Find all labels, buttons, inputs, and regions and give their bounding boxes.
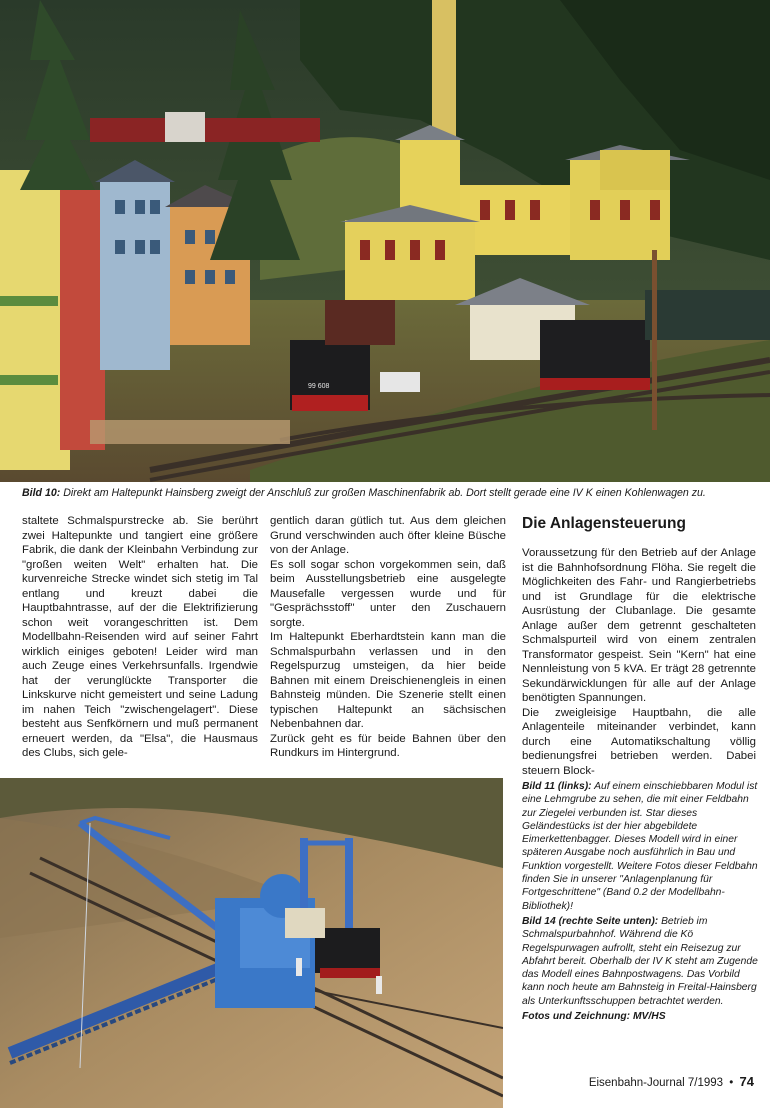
article-paragraph: Im Haltepunkt Eberhardtstein kann man die Schmalspurbahn verlassen und in den Regelspurzug umsteigen, da hier beide Bahnen mit einem Dreischienengleis in einen Bahnsteig münden. Die Szenerie stellt einen typischen Haltepunkt an sächsischen Nebenbahnen dar. xyxy=(270,631,506,730)
article-column-3 xyxy=(522,546,756,778)
article-paragraph: Zurück geht es für beide Bahnen über den Rundkurs im Hintergrund. xyxy=(270,732,506,759)
footer-separator: • xyxy=(729,1077,734,1089)
photo-credits xyxy=(522,1010,758,1023)
caption-bild-14-text: Betrieb im Schmalspurbahnhof. Während die Kö Regelspurwagen aufrollt, steht ein Reisezug zur Abfahrt bereit. Oberhalb der IV K steht am Zugende das Modell eines Bahnpostwagens. Das Vorbild kann noch heute am Bahnsteig in Freital-Hainsberg als Unterkunftsschuppen betrachtet werden. xyxy=(522,915,758,1007)
article-paragraph: Es soll sogar schon vorgekommen sein, daß beim Ausstellungsbetrieb eine ausgelegte Mausefalle vergessen wurde und für "Gesprächsstoff" unter den Zuschauern sorgte. xyxy=(270,558,506,629)
caption-bild-10 xyxy=(22,486,757,500)
photo-hainsberg-layout xyxy=(0,0,770,482)
caption-bild-14-label: Bild 14 (rechte Seite unten): xyxy=(522,915,659,927)
page-number: 74 xyxy=(739,1074,754,1089)
publication-name: Eisenbahn-Journal 7/1993 xyxy=(588,1077,724,1089)
page-footer xyxy=(589,1074,754,1089)
photo-credits-text: Fotos und Zeichnung: MV/HS xyxy=(522,1011,666,1023)
article-paragraph: Voraussetzung für den Betrieb auf der Anlage ist die Bahnhofsordnung Flöha. Sie regelt die Möglichkeiten des Fahr- und Rangierbetriebs und ist Grundlage für die elektrische Ausrüstung der Clubanlage. Die gesamte Anlage außer dem getrennt geschalteten Schmalspurteil wird von einem zentralen Transformator gespeist. Sein "Kern" hat eine Nennleistung von 5 kVA. Er trägt 28 getrennte Sekundärwicklungen für alle auf der Anlage benötigten Spannungen. xyxy=(522,547,756,704)
section-heading: Die Anlagensteuerung xyxy=(522,515,686,532)
article-paragraph: gentlich daran gütlich tut. Aus dem gleichen Grund verschwinden auch öfter kleine Büsche von der Anlage. xyxy=(270,515,506,556)
caption-bild-10-label: Bild 10: xyxy=(22,487,61,499)
photo-excavator-clay-pit xyxy=(0,778,503,1108)
article-column-1 xyxy=(22,514,258,761)
caption-bild-11-label: Bild 11 (links): xyxy=(522,781,592,792)
caption-bild-10-text: Direkt am Haltepunkt Hainsberg zweigt der Anschluß zur großen Maschinenfabrik ab. Dort stellt gerade eine IV K einen Kohlenwagen zu. xyxy=(63,487,706,499)
loco-number-plate: 99 608 xyxy=(308,383,330,390)
article-paragraph: staltete Schmalspurstrecke ab. Sie berührt zwei Haltepunkte und tangiert eine größere Fabrik, die dank der Kleinbahn Verbindung zur "großen weiten Welt" erhalten hat. Die kurvenreiche Strecke windet sich stetig im Tal entlang und kreuzt dabei die Hauptbahntrasse, auf der die Elektrifizierung schon weit vorangeschritten ist. Dem Modellbahn-Reisenden wird auf seiner Fahrt wirklich einiges geboten! Leider wird man auch Zeuge eines Verkehrsunfalls. Irgendwie hat der verunglückte Transporter die Linkskurve nicht gemeistert und seine Ladung im nahen Teich "zwischengelagert". Diese besteht aus Senfkörnern und muß permanent erneuert werden, da "Elsa", die Hausmaus des Clubs, sich gele- xyxy=(22,515,258,759)
article-column-2 xyxy=(270,514,506,761)
caption-bild-11-text: Auf einem einschiebbaren Modul ist eine Lehmgrube zu sehen, die mit einer Feldbahn zur Ziegelei verbunden ist. Star dieses Geländestücks ist der hier abgebildete Eimerkettenbagger. Dieses Modell wird in einer späteren Ausgabe noch ausführlich in Bau und Funktion vorgestellt. Weitere Fotos dieser Feldbahn finden Sie in unserer "Anlagenplanung für Fortgeschrittene" (Band 0.2 der Modellbahn-Bibliothek)! xyxy=(522,781,758,912)
caption-right-column xyxy=(522,780,758,1025)
article-paragraph: Die zweigleisige Hauptbahn, die alle Anlagenteile miteinander verbindet, kann durch eine Automatikschaltung völlig bedienungsfrei betrieben werden. Dabei steuern Block- xyxy=(522,706,756,777)
caption-bild-11 xyxy=(522,780,758,913)
caption-bild-14 xyxy=(522,915,758,1008)
